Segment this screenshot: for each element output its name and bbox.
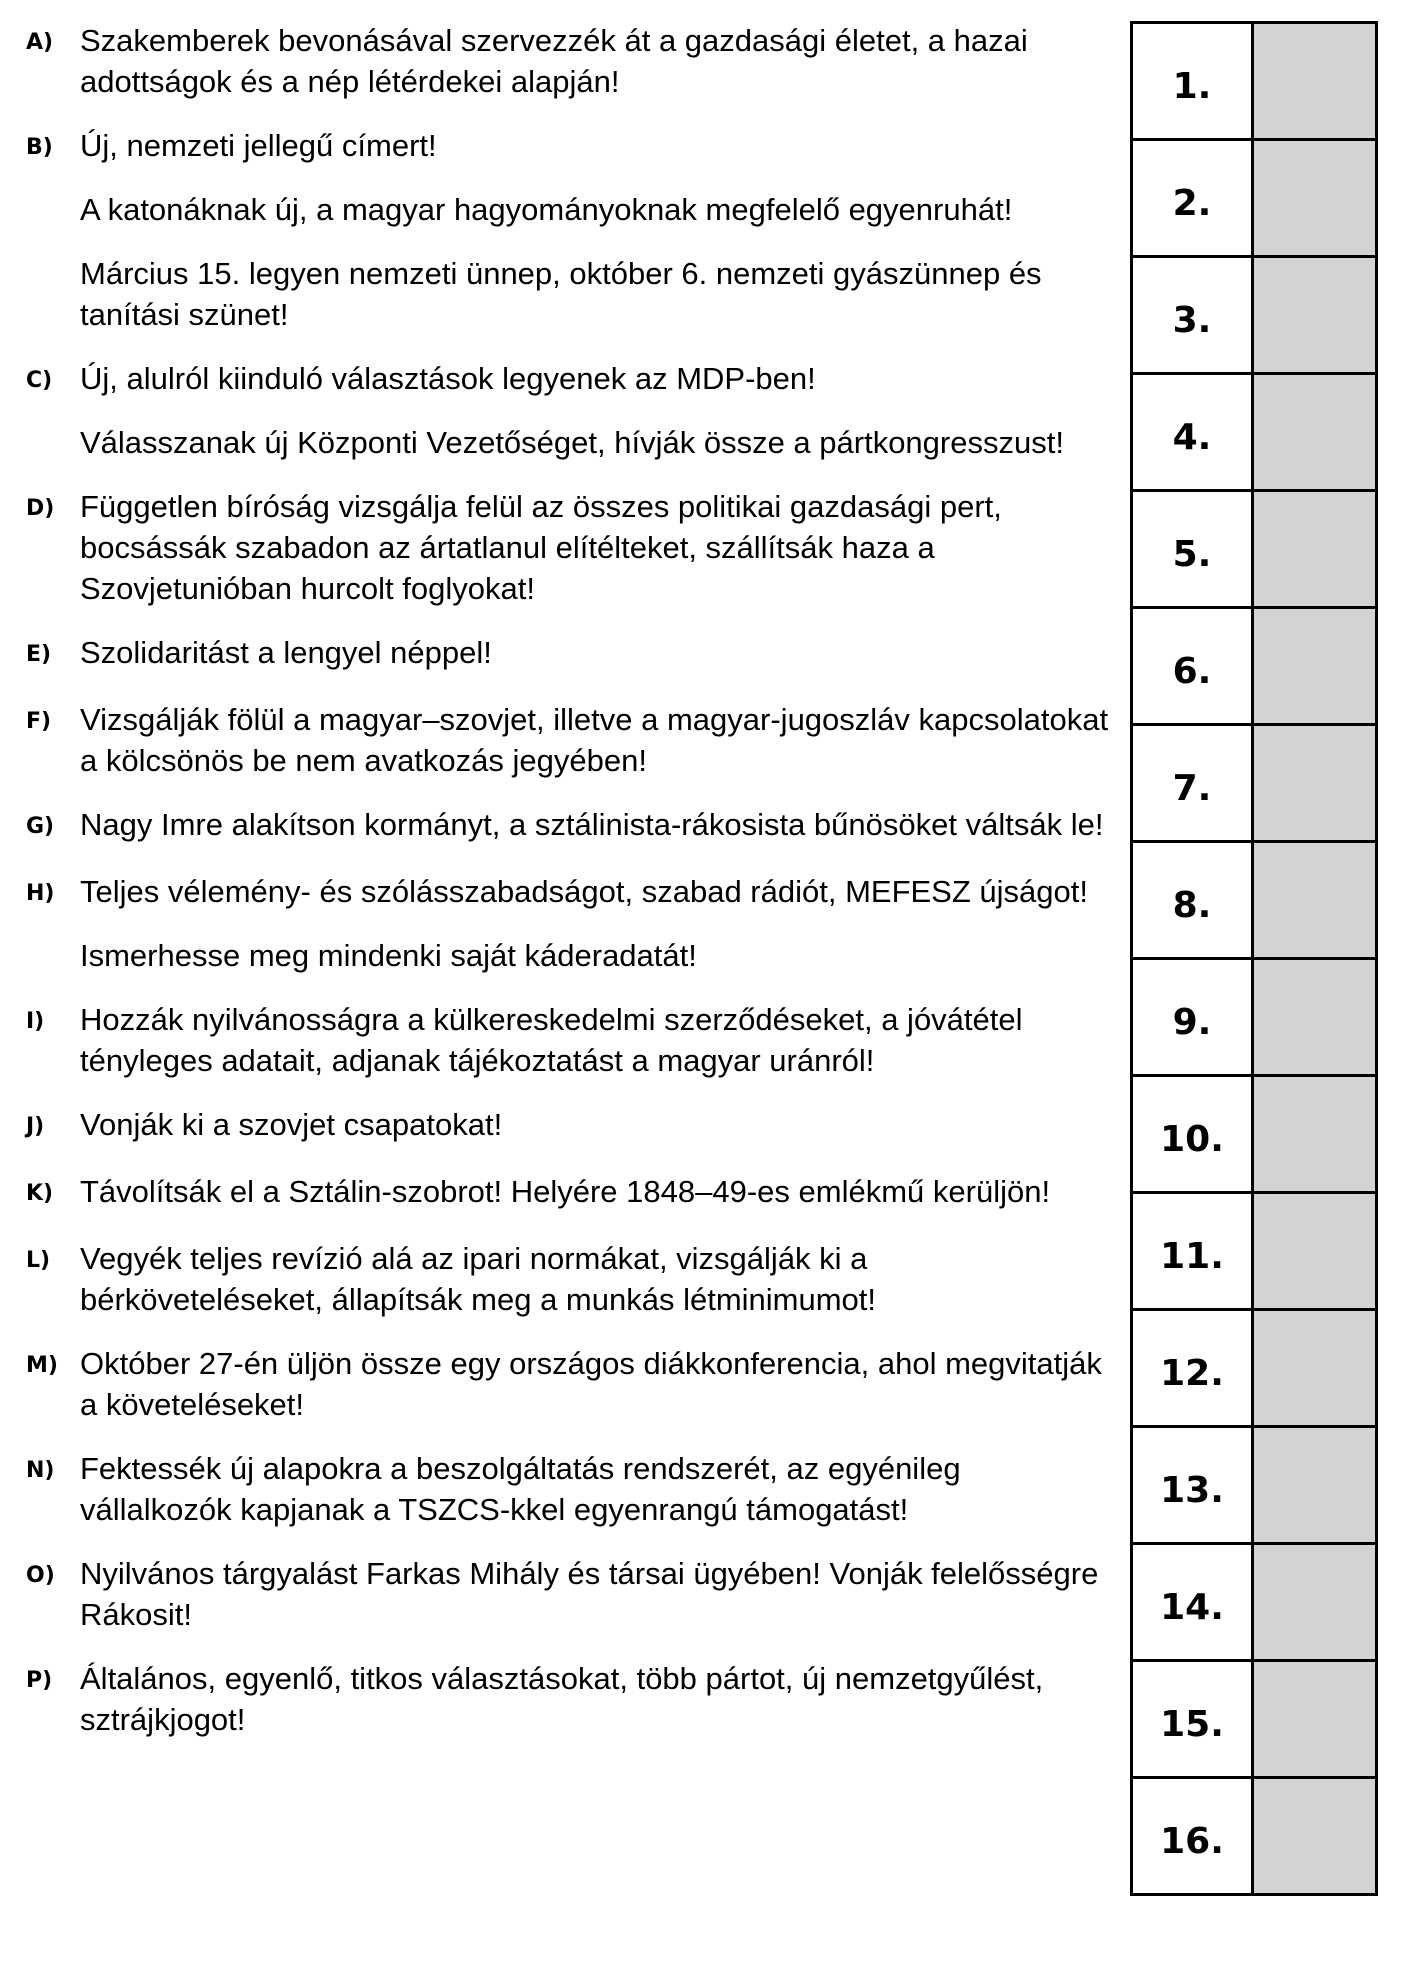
answer-number: 5. xyxy=(1132,491,1253,608)
answer-number: 10. xyxy=(1132,1076,1253,1193)
demands-list xyxy=(26,20,1116,1763)
demand-text: Ismerhesse meg mindenki saját káderadatát! xyxy=(80,938,697,973)
answer-number: 2. xyxy=(1132,140,1253,257)
answer-number: 8. xyxy=(1132,842,1253,959)
demand-item xyxy=(26,1448,1116,1530)
answer-cell[interactable] xyxy=(1253,23,1377,140)
demand-text: A katonáknak új, a magyar hagyományoknak megfelelő egyenruhát! xyxy=(80,192,1013,227)
demand-item xyxy=(26,999,1116,1081)
demand-letter: O) xyxy=(26,1563,55,1588)
demand-item xyxy=(26,1104,1116,1148)
demand-text: Teljes vélemény- és szólásszabadságot, szabad rádiót, MEFESZ újságot! xyxy=(80,874,1088,909)
demand-item xyxy=(26,1171,1116,1215)
demand-letter: N) xyxy=(26,1458,55,1483)
answer-cell[interactable] xyxy=(1253,140,1377,257)
answer-cell[interactable] xyxy=(1253,1193,1377,1310)
answer-row xyxy=(1132,1076,1377,1193)
answer-cell[interactable] xyxy=(1253,257,1377,374)
demand-letter: F) xyxy=(26,709,52,734)
demand-letter: L) xyxy=(26,1248,51,1273)
demand-text: Fektessék új alapokra a beszolgáltatás rendszerét, az egyénileg vállalkozók kapjanak a TSZCS-kkel egyenrangú támogatást! xyxy=(80,1451,961,1527)
answer-table xyxy=(1130,21,1378,1896)
demand-item xyxy=(26,358,1116,463)
answer-row xyxy=(1132,1310,1377,1427)
demand-item xyxy=(26,486,1116,609)
answer-cell[interactable] xyxy=(1253,725,1377,842)
demand-text: Nyilvános tárgyalást Farkas Mihály és társai ügyében! Vonják felelősségre Rákosit! xyxy=(80,1556,1099,1632)
answer-row xyxy=(1132,1661,1377,1778)
demand-item xyxy=(26,1238,1116,1320)
answer-row xyxy=(1132,140,1377,257)
answer-cell[interactable] xyxy=(1253,1076,1377,1193)
answer-cell[interactable] xyxy=(1253,1778,1377,1895)
answer-cell[interactable] xyxy=(1253,959,1377,1076)
answer-cell[interactable] xyxy=(1253,1427,1377,1544)
demand-letter: C) xyxy=(26,368,53,393)
answer-cell[interactable] xyxy=(1253,1544,1377,1661)
answer-number: 1. xyxy=(1132,23,1253,140)
answer-number: 9. xyxy=(1132,959,1253,1076)
demand-text: Vegyék teljes revízió alá az ipari normákat, vizsgálják ki a bérköveteléseket, állapítsák meg a munkás létminimumot! xyxy=(80,1241,877,1317)
answer-number: 13. xyxy=(1132,1427,1253,1544)
demand-text: Vonják ki a szovjet csapatokat! xyxy=(80,1107,503,1142)
answer-row xyxy=(1132,491,1377,608)
demand-letter: I) xyxy=(26,1009,45,1034)
answer-row xyxy=(1132,608,1377,725)
answer-row xyxy=(1132,23,1377,140)
demand-item xyxy=(26,1658,1116,1740)
demand-letter: P) xyxy=(26,1668,53,1693)
answer-row xyxy=(1132,1778,1377,1895)
answer-number: 6. xyxy=(1132,608,1253,725)
demand-text: Új, nemzeti jellegű címert! xyxy=(80,128,437,163)
demand-letter: J) xyxy=(26,1114,45,1139)
demand-text: Általános, egyenlő, titkos választásokat, több pártot, új nemzetgyűlést, sztrájkjogot! xyxy=(80,1661,1044,1737)
demand-text: Nagy Imre alakítson kormányt, a sztálinista-rákosista bűnösöket váltsák le! xyxy=(80,807,1104,842)
demand-letter: A) xyxy=(26,30,54,55)
demand-item xyxy=(26,699,1116,781)
demand-text: Október 27-én üljön össze egy országos diákkonferencia, ahol megvitatják a követeléseket! xyxy=(80,1346,1102,1422)
demand-text: Szakemberek bevonásával szervezzék át a gazdasági életet, a hazai adottságok és a nép létérdekei alapján! xyxy=(80,23,1028,99)
answer-row xyxy=(1132,1427,1377,1544)
answer-cell[interactable] xyxy=(1253,491,1377,608)
demand-item xyxy=(26,804,1116,848)
answer-row xyxy=(1132,1193,1377,1310)
answer-number: 11. xyxy=(1132,1193,1253,1310)
demand-item xyxy=(26,20,1116,102)
answer-number: 7. xyxy=(1132,725,1253,842)
answer-row xyxy=(1132,842,1377,959)
demand-text: Vizsgálják fölül a magyar–szovjet, illetve a magyar-jugoszláv kapcsolatokat a kölcsönös be nem avatkozás jegyében! xyxy=(80,702,1109,778)
answer-number: 15. xyxy=(1132,1661,1253,1778)
demand-item xyxy=(26,1343,1116,1425)
answer-row xyxy=(1132,257,1377,374)
answer-row xyxy=(1132,959,1377,1076)
answer-cell[interactable] xyxy=(1253,1661,1377,1778)
demand-item xyxy=(26,632,1116,676)
answer-number: 12. xyxy=(1132,1310,1253,1427)
answer-cell[interactable] xyxy=(1253,608,1377,725)
demand-text: Szolidaritást a lengyel néppel! xyxy=(80,635,492,670)
demand-letter: D) xyxy=(26,496,55,521)
demand-text: Új, alulról kiinduló választások legyenek az MDP-ben! xyxy=(80,361,816,396)
answer-row xyxy=(1132,725,1377,842)
demand-item xyxy=(26,871,1116,976)
demand-letter: B) xyxy=(26,135,53,160)
demand-letter: E) xyxy=(26,642,52,667)
demand-letter: K) xyxy=(26,1181,54,1206)
demand-text: Távolítsák el a Sztálin-szobrot! Helyére 1848–49-es emlékmű kerüljön! xyxy=(80,1174,1051,1209)
answer-cell[interactable] xyxy=(1253,374,1377,491)
demand-text: Hozzák nyilvánosságra a külkereskedelmi szerződéseket, a jóvátétel tényleges adatait, adjanak tájékoztatást a magyar uránról! xyxy=(80,1002,1023,1078)
answer-cell[interactable] xyxy=(1253,1310,1377,1427)
demand-item xyxy=(26,125,1116,335)
demand-text: Válasszanak új Központi Vezetőséget, hívják össze a pártkongresszust! xyxy=(80,425,1064,460)
answer-number: 4. xyxy=(1132,374,1253,491)
demand-letter: G) xyxy=(26,814,55,839)
demand-letter: H) xyxy=(26,881,55,906)
demand-text: Független bíróság vizsgálja felül az összes politikai gazdasági pert, bocsássák szabadon az ártatlanul elítélteket, szállítsák haza a Szovjetunióban hurcolt foglyokat! xyxy=(80,489,1002,606)
demand-text: Március 15. legyen nemzeti ünnep, október 6. nemzeti gyászünnep és tanítási szünet! xyxy=(80,256,1042,332)
answer-row xyxy=(1132,1544,1377,1661)
answer-row xyxy=(1132,374,1377,491)
demand-letter: M) xyxy=(26,1353,58,1378)
answer-number: 16. xyxy=(1132,1778,1253,1895)
answer-cell[interactable] xyxy=(1253,842,1377,959)
answer-number: 3. xyxy=(1132,257,1253,374)
answer-number: 14. xyxy=(1132,1544,1253,1661)
demand-item xyxy=(26,1553,1116,1635)
